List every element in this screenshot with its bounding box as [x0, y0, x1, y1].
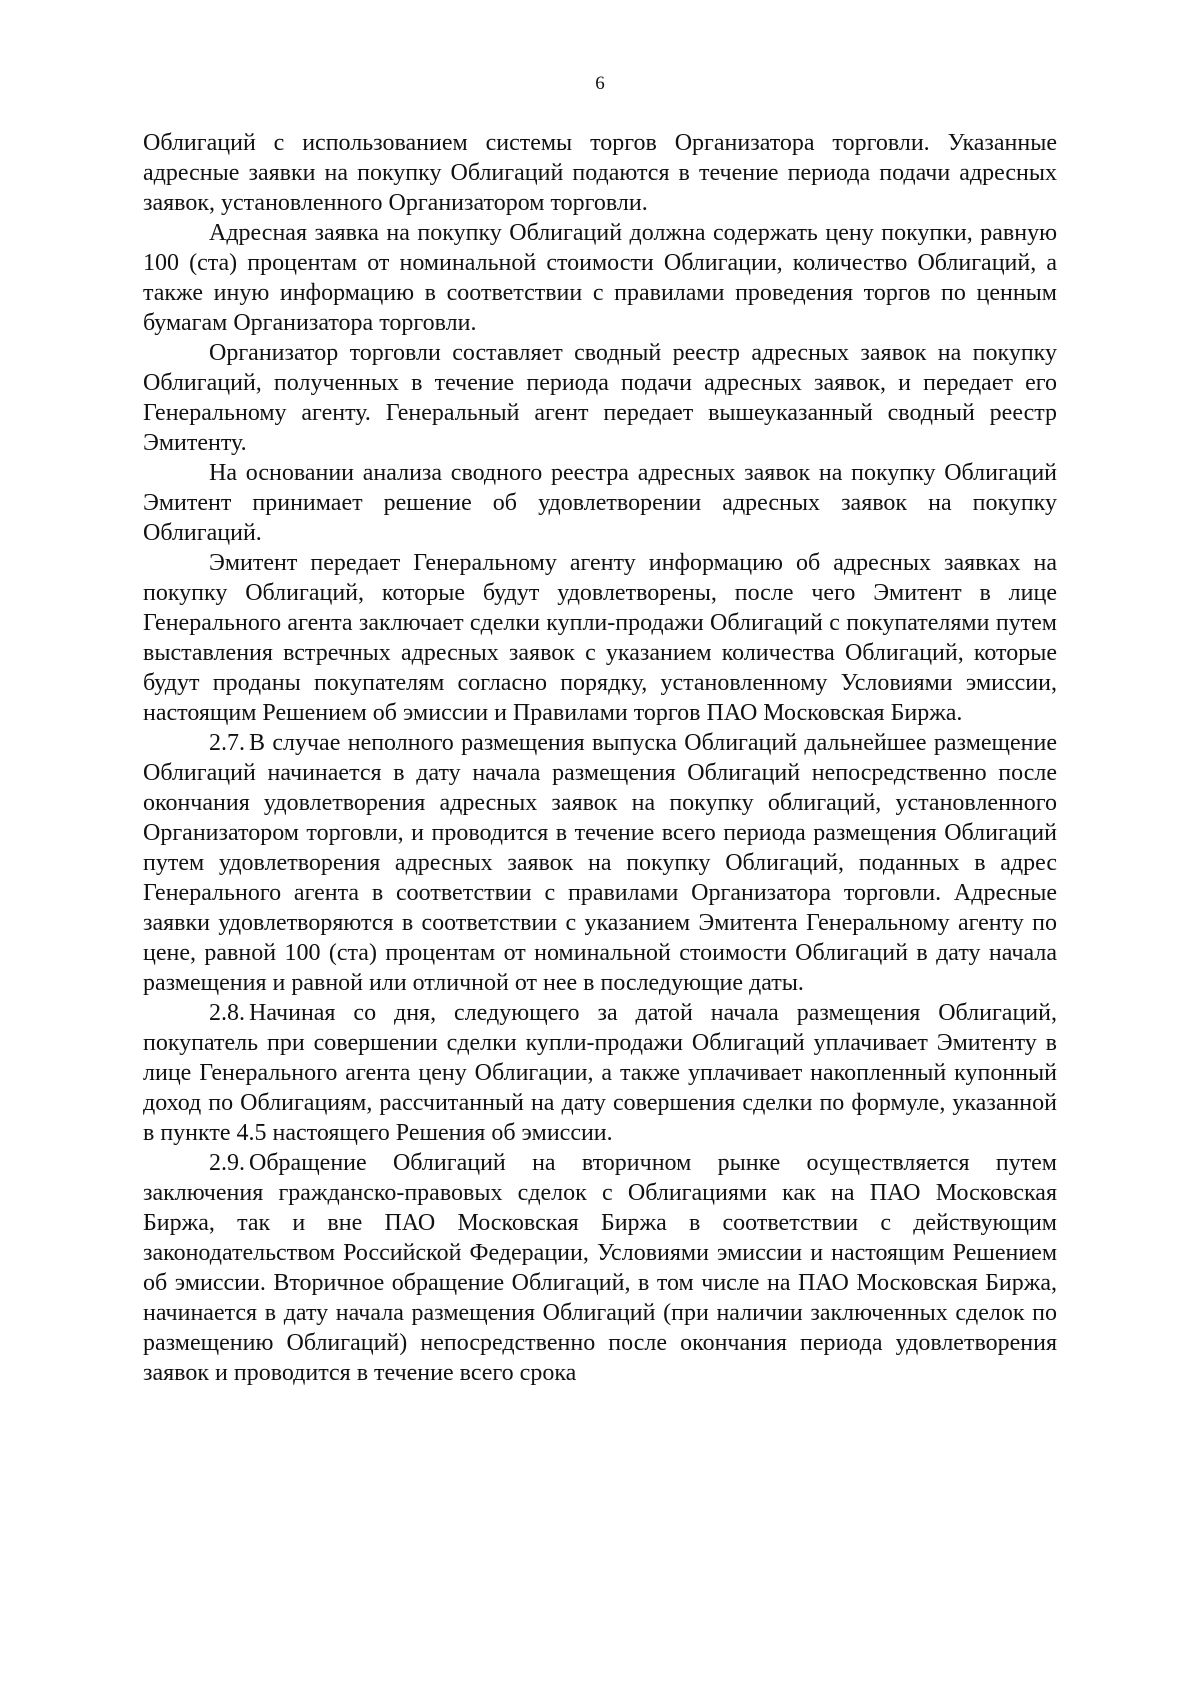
paragraph-2-9 [143, 1148, 1057, 1388]
paragraph-consolidated-register [143, 338, 1057, 458]
paragraph-issuer-decision [143, 458, 1057, 548]
paragraph-number: 2.8. [209, 1000, 245, 1026]
paragraph-continued [143, 128, 1057, 218]
paragraph-text: Эмитент передает Генеральному агенту информацию об адресных заявках на покупку Облигаций, которые будут удовлетворены, после чего Эмитент в лице Генерального агента заключает сделки купли-продажи Облигаций с покупателями путем выставления встречных адресных заявок с указанием количества Облигаций, которые будут проданы покупателям согласно порядку, установленному Условиями эмиссии, настоящим Решением об эмиссии и Правилами торгов ПАО Московская Биржа. [143, 550, 1057, 726]
document-body [143, 128, 1057, 1388]
paragraph-number: 2.7. [209, 730, 245, 756]
page-number: 6 [595, 73, 605, 94]
paragraph-text: Адресная заявка на покупку Облигаций должна содержать цену покупки, равную 100 (ста) процентам от номинальной стоимости Облигации, количество Облигаций, а также иную информацию в соответствии с правилами проведения торгов по ценным бумагам Организатора торговли. [143, 220, 1057, 336]
paragraph-address-request-content [143, 218, 1057, 338]
paragraph-2-8 [143, 998, 1057, 1148]
paragraph-text: Начиная со дня, следующего за датой начала размещения Облигаций, покупатель при совершении сделки купли-продажи Облигаций уплачивает Эмитенту в лице Генерального агента цену Облигации, а также уплачивает накопленный купонный доход по Облигациям, рассчитанный на дату совершения сделки по формуле, указанной в пункте 4.5 настоящего Решения об эмиссии. [143, 1000, 1057, 1146]
paragraph-text: В случае неполного размещения выпуска Облигаций дальнейшее размещение Облигаций начинается в дату начала размещения Облигаций непосредственно после окончания удовлетворения адресных заявок на покупку облигаций, установленного Организатором торговли, и проводится в течение всего периода размещения Облигаций путем удовлетворения адресных заявок на покупку Облигаций, поданных в адрес Генерального агента в соответствии с правилами Организатора торговли. Адресные заявки удовлетворяются в соответствии с указанием Эмитента Генеральному агенту по цене, равной 100 (ста) процентам от номинальной стоимости Облигаций в дату начала размещения и равной или отличной от нее в последующие даты. [143, 730, 1057, 996]
paragraph-number: 2.9. [209, 1150, 245, 1176]
paragraph-text: На основании анализа сводного реестра адресных заявок на покупку Облигаций Эмитент принимает решение об удовлетворении адресных заявок на покупку Облигаций. [143, 460, 1057, 546]
paragraph-text: Облигаций с использованием системы торгов Организатора торговли. Указанные адресные заявки на покупку Облигаций подаются в течение периода подачи адресных заявок, установленного Организатором торговли. [143, 130, 1057, 216]
paragraph-2-7 [143, 728, 1057, 998]
paragraph-text: Обращение Облигаций на вторичном рынке осуществляется путем заключения гражданско-правовых сделок с Облигациями как на ПАО Московская Биржа, так и вне ПАО Московская Биржа в соответствии с действующим законодательством Российской Федерации, Условиями эмиссии и настоящим Решением об эмиссии. Вторичное обращение Облигаций, в том числе на ПАО Московская Биржа, начинается в дату начала размещения Облигаций (при наличии заключенных сделок по размещению Облигаций) непосредственно после окончания периода удовлетворения заявок и проводится в течение всего срока [143, 1150, 1057, 1386]
paragraph-issuer-transmits-info [143, 548, 1057, 728]
paragraph-text: Организатор торговли составляет сводный реестр адресных заявок на покупку Облигаций, полученных в течение периода подачи адресных заявок, и передает его Генеральному агенту. Генеральный агент передает вышеуказанный сводный реестр Эмитенту. [143, 340, 1057, 456]
